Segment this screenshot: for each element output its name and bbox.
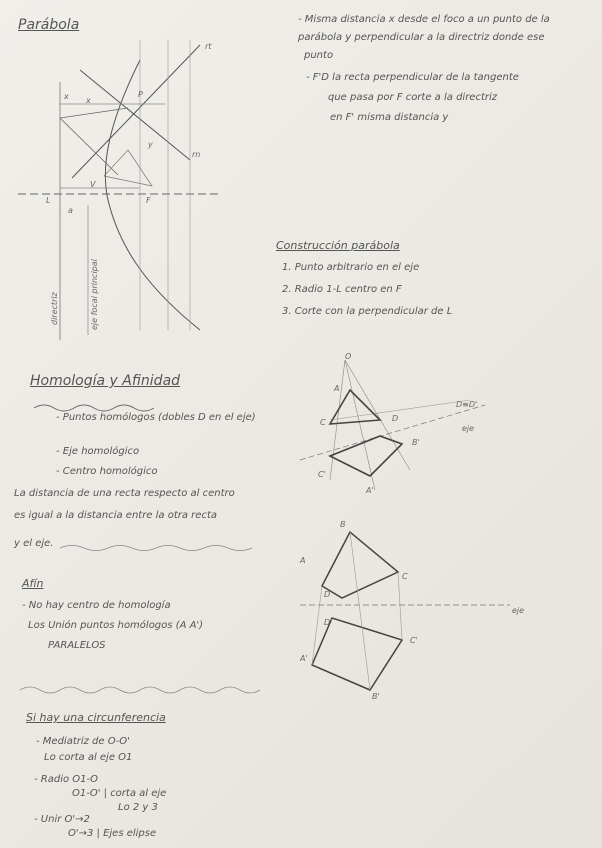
hom-label-B: B' (412, 438, 420, 447)
note-line: en F' misma distancia y (330, 112, 449, 123)
circ-item: - Mediatriz de O-O' (36, 736, 130, 747)
label-rn: rn (192, 150, 201, 159)
afin-label-D: D (324, 590, 331, 599)
hom-label-Ap: A' (366, 486, 374, 495)
note-line: parábola y perpendicular a la directriz donde ese (298, 32, 545, 43)
circ-item: O'→3 | Ejes elipse (68, 828, 157, 839)
homologia-paragraph-line: La distancia de una recta respecto al centro (14, 488, 235, 499)
homologia-paragraph-line: es igual a la distancia entre la otra recta (14, 510, 217, 521)
page-title: Parábola (18, 17, 80, 33)
construccion-step: 3. Corte con la perpendicular de L (282, 306, 453, 317)
hom-label-DD: D≡D' (456, 400, 478, 409)
circ-item: O1-O' | corta al eje (72, 788, 167, 799)
label-x-top: x (64, 92, 69, 101)
label-F: F (146, 196, 151, 205)
construccion-step: 1. Punto arbitrario en el eje (282, 262, 420, 273)
afin-title: Afín (22, 577, 44, 590)
homologia-item: - Centro homológico (56, 466, 158, 477)
label-P: P (138, 90, 143, 99)
hom-label-eje: eje (462, 424, 475, 433)
circ-item: Lo 2 y 3 (118, 802, 158, 813)
label-a: a (68, 206, 73, 215)
afin-label-B: B (340, 520, 346, 529)
homologia-item: - Eje homológico (56, 446, 140, 457)
note-line: que pasa por F corte a la directriz (328, 92, 498, 103)
afin-label-Cp: C' (410, 636, 418, 645)
afin-item: PARALELOS (48, 640, 106, 651)
construccion-title: Construcción parábola (276, 239, 400, 252)
hom-label-C: C (320, 418, 326, 427)
note-line: - F'D la recta perpendicular de la tangente (306, 72, 519, 83)
afin-label-Ap: A' (300, 654, 308, 663)
hom-label-D: D (392, 414, 399, 423)
label-x-mid: x (86, 96, 91, 105)
label-L: L (46, 196, 51, 205)
afin-label-Dp: D' (324, 618, 333, 627)
label-directriz: directriz (50, 292, 59, 325)
afin-label-C: C (402, 572, 408, 581)
afin-label-Bp: B' (372, 692, 380, 701)
circ-item: - Radio O1-O (34, 774, 98, 785)
homologia-item: - Puntos homólogos (dobles D en el eje) (56, 412, 256, 423)
hom-label-Cp: C' (318, 470, 326, 479)
homologia-title: Homología y Afinidad (30, 373, 181, 389)
homologia-paragraph-line: y el eje. (14, 538, 54, 549)
afin-item: - No hay centro de homología (22, 600, 171, 611)
afin-label-A: A (300, 556, 306, 565)
label-y: y (148, 140, 153, 149)
circ-title: Si hay una circunferencia (26, 711, 166, 724)
afin-label-eje: eje (512, 606, 525, 615)
circ-item: - Unir O'→2 (34, 814, 90, 825)
circ-item: Lo corta al eje O1 (44, 752, 133, 763)
hom-label-A: A (334, 384, 340, 393)
construccion-step: 2. Radio 1-L centro en F (282, 284, 402, 295)
label-V: V (90, 180, 96, 189)
note-line: - Misma distancia x desde el foco a un punto de la (298, 14, 550, 25)
label-eje-focal: eje focal principal (90, 259, 99, 330)
label-rt: rt (205, 42, 212, 51)
hom-label-O: O (345, 352, 352, 361)
note-line: punto (304, 50, 334, 61)
afin-item: Los Unión puntos homólogos (A A') (28, 620, 204, 631)
